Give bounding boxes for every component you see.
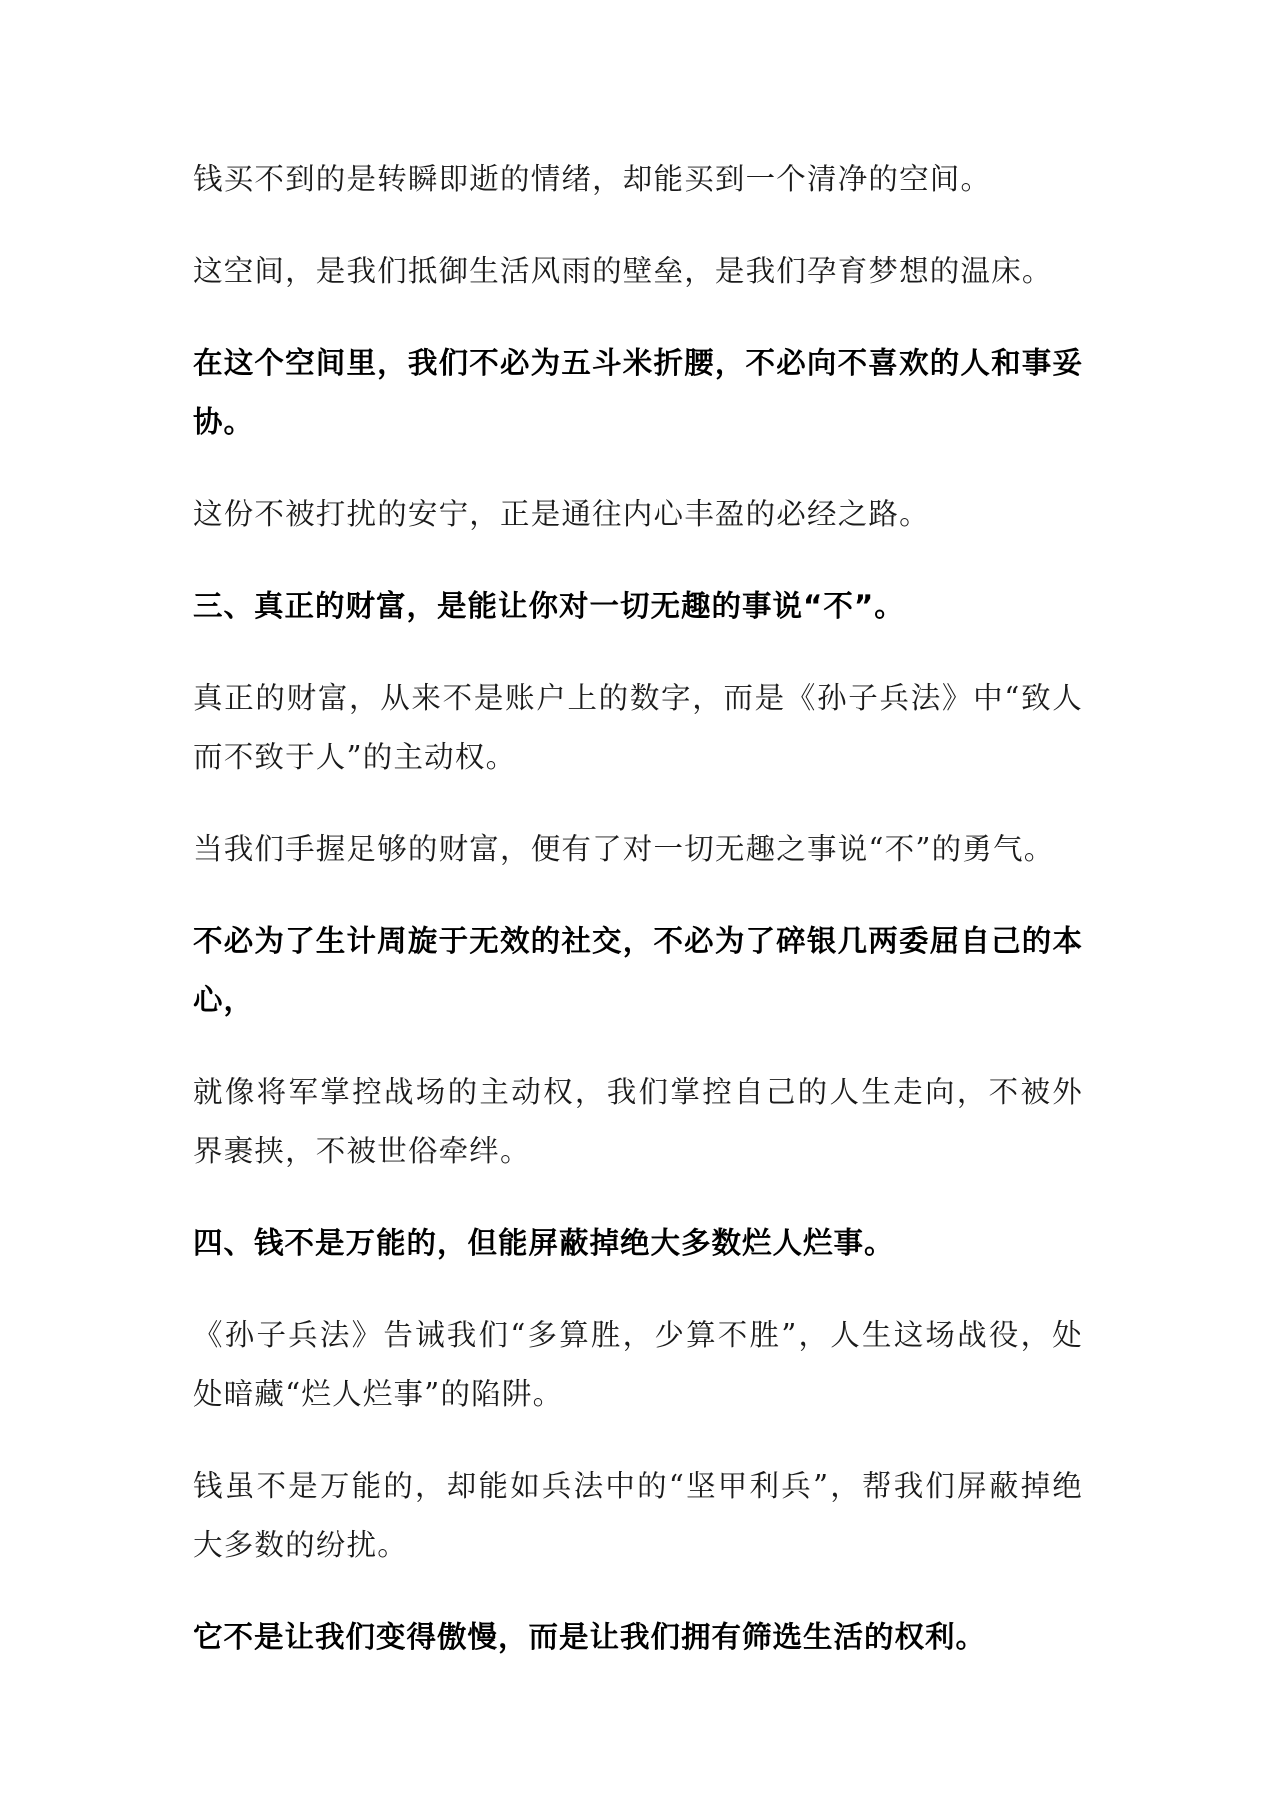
paragraph: 真正的财富，从来不是账户上的数字，而是《孙子兵法》中“致人而不致于人”的主动权。 bbox=[193, 681, 1083, 774]
paragraph: 钱买不到的是转瞬即逝的情绪，却能买到一个清净的空间。 bbox=[193, 162, 992, 196]
paragraph: 这空间，是我们抵御生活风雨的壁垒，是我们孕育梦想的温床。 bbox=[193, 254, 1053, 288]
paragraph: 当我们手握足够的财富，便有了对一切无趣之事说“不”的勇气。 bbox=[193, 832, 1055, 866]
paragraph: 这份不被打扰的安宁，正是通往内心丰盈的必经之路。 bbox=[193, 497, 930, 531]
document-body bbox=[193, 150, 1083, 1700]
paragraph: 《孙子兵法》告诫我们“多算胜，少算不胜”，人生这场战役，处处暗藏“烂人烂事”的陷阱。 bbox=[193, 1318, 1083, 1411]
paragraph: 就像将军掌控战场的主动权，我们掌控自己的人生走向，不被外界裹挟，不被世俗牵绊。 bbox=[193, 1075, 1083, 1168]
paragraph-emphasis: 它不是让我们变得傲慢，而是让我们拥有筛选生活的权利。 bbox=[193, 1620, 987, 1654]
paragraph-emphasis: 在这个空间里，我们不必为五斗米折腰，不必向不喜欢的人和事妥协。 bbox=[193, 346, 1083, 439]
paragraph-emphasis: 不必为了生计周旋于无效的社交，不必为了碎银几两委屈自己的本心， bbox=[193, 924, 1083, 1017]
section-heading-4: 四、钱不是万能的，但能屏蔽掉绝大多数烂人烂事。 bbox=[193, 1226, 895, 1260]
section-heading-3: 三、真正的财富，是能让你对一切无趣的事说“不”。 bbox=[193, 589, 905, 623]
paragraph: 钱虽不是万能的，却能如兵法中的“坚甲利兵”，帮我们屏蔽掉绝大多数的纷扰。 bbox=[193, 1469, 1083, 1562]
